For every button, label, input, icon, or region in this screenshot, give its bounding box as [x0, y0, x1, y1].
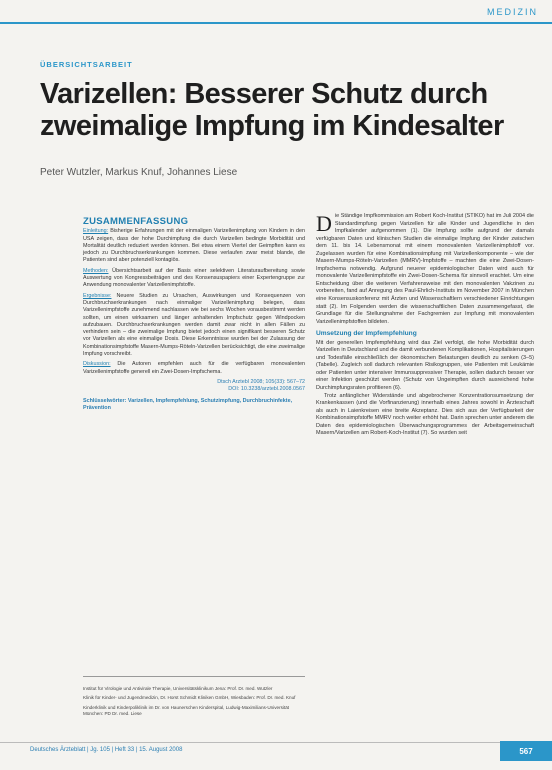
summary-results	[83, 293, 305, 359]
drop-cap: D	[316, 211, 332, 236]
summary-label: Ergebnisse:	[83, 292, 112, 299]
article-type-label: ÜBERSICHTSARBEIT	[40, 60, 133, 69]
summary-label: Einleitung:	[83, 228, 109, 235]
journal-footer: Deutsches Ärzteblatt | Jg. 105 | Heft 33 | 15. August 2008	[30, 747, 183, 753]
header-rule	[0, 22, 552, 24]
body-column	[316, 213, 534, 438]
intro-paragraph	[316, 213, 534, 326]
body-paragraph: Mit der generellen Impfempfehlung wird das Ziel verfolgt, die hohe Morbidität durch Varizellen in Deutschland und die damit verbundenen Komplikationen, Hospitalisierungen und Todesfälle einschließlich der ökonomischen Belastungen deutlich zu senken (3–5) (Tabelle). Zugleich soll dadurch relevanten Risikogruppen, wie Patienten mit Leukämie oder Patienten unter intensiver Immunsuppressiver Therapie, sollen dadurch besser vor einer Infektion geschützt werden (Schutz von Ungeimpften durch ausreichend hohe Durchimpfungsraten profitieren (6).	[316, 339, 534, 392]
summary-text: Die Autoren empfehlen auch für die verfügbaren monovalenten Varizellenimpfstoffe generell ein Zwei-Dosen-Impfschema.	[83, 361, 305, 375]
affiliation-item: Klinik für Kinder- und Jugendmedizin, Dr. Horst Schmidt Kliniken GmbH, Wiesbaden: Prof. Dr. med. Knuf	[83, 695, 296, 701]
author-list: Peter Wutzler, Markus Knuf, Johannes Liese	[40, 167, 238, 178]
summary-text: Übersichtsarbeit auf der Basis einer selektiven Literaturaufbereitung sowie Auswertung von Kongressbeiträgen und des Konsensuspapiers einer Expertengruppe zur Anwendung monovalenter Varizellenimpfstoffe.	[83, 267, 305, 289]
summary-methods	[83, 268, 305, 290]
affiliation-item: Institut für Virologie und Antivirale Therapie, Universitätsklinikum Jena: Prof. Dr. med. Wutzler	[83, 686, 273, 691]
section-label: MEDIZIN	[487, 7, 538, 17]
affiliation-divider	[83, 676, 305, 677]
keywords: Schlüsselwörter: Varizellen, Impfempfehlung, Schutzimpfung, Durchbruchinfekte, Prävention	[83, 397, 293, 411]
summary-label: Diskussion:	[83, 361, 111, 368]
section-tag	[0, 0, 552, 24]
summary-box	[83, 218, 305, 412]
affiliation-item: Kinderklinik und Kinderpoliklinik im Dr. von Haunerschen Kinderspital, Ludwig-Maximilians-Universität München: PD Dr. med. Liese	[83, 704, 290, 717]
summary-discussion	[83, 361, 305, 376]
section-heading: Umsetzung der Impfempfehlung	[316, 330, 417, 338]
article-title: Varizellen: Besserer Schutz durch zweimalige Impfung im Kindesalter	[40, 78, 504, 142]
affiliations	[83, 686, 308, 721]
summary-label: Methoden:	[83, 267, 109, 274]
page-number: 567	[500, 741, 552, 761]
summary-text: Neuere Studien zu Ursachen, Auswirkungen und Konsequenzen von Durchbruchserkrankungen nach einmaliger Varizellenimpfung belegen, dass Varizellenimpfstoffe zunehmend nachlassen wie bei sechs Wochen vorausbestimmt werden sollten, um einen wirksamen und länger anhaltenden Impfschutz gegen Windpocken aufzubauen. Durchbruchserkrankungen werden damit zwar nicht in allen Fällen zu verhindern sein – die zweimalige Impfung bietet jedoch einen signifikant besseren Schutz vor Varizellen als eine einmalige Dosis. Diese Erkenntnisse wurden bei der Zulassung der Kombinationsimpfstoffe Masern-Mumps-Röteln-Varizellen berücksichtigt, die eine zweimalige Impfung vorschreibt.	[83, 292, 305, 358]
intro-text: ie Ständige Impfkommission am Robert Koch-Institut (STIKO) hat im Juli 2004 die Standardimpfung gegen Varizellen für alle Kinder und Jugendliche in den Impfkalender aufgenommen (1). Die Impfung sollte aufgrund der damals verfügbaren Daten und klinischen Studien die einmalige Impfung der Kinder zwischen dem 11. bis 14. Lebensmonat mit einem monovalenten Varizellenimpfstoff vor. Zugelassen wurden für eine Kombinationsimpfung mit Varizellenkomponente – wie der Masern-Mumps-Röteln-Varizellen (MMRV)-Impfstoffe – machten die eine Zwei-Dosen-Impfschema notwendig. Aufgrund neuerer epidemiologischer Daten wird auch für monovalente Varizellenimpfstoffe ein Zwei-Dosen-Schema für sinnvoll erachtet. Um eine Entscheidung über die weiteren Verfahrensweise mit den monovalenten Vakzinen zu vorbereiten, fand auf Anregung des Paul-Ehrlich-Instituts im November 2007 in München eine Konsensuskonferenz mit Ärzten und Wissenschaftlern verschiedener Einrichtungen statt (2). Im Folgenden werden die wissenschaftlichen Daten zusammengefasst, die Grundlage für die Stellungnahme der Fachgremien zur Impfung mit monovalenten Varizellenimpfstoffen bildeten.	[316, 213, 534, 325]
citation: Dtsch Arztebl 2008; 105(33): 567–72 DOI: 10.3238/arztebl.2008.0567	[217, 378, 305, 393]
body-paragraph: Trotz anfänglicher Widerstände und abgebrochener Konzentrationsumsetzung der Krankenkassen (und die Vorfinanzierung) innerhalb eines Jahres sowohl in Ärzteschaft als auch in Laienkreisen eine breite Akzeptanz. Dies sich aus der Verfügbarkeit der Kombinationsimpfstoffe MMRV noch weiter erhöht hat. Darin sprechen unter anderem die Daten des epidemiologischen Überwachungsprogrammes der Arbeitsgemeinschaft Masern/Varizellen am Robert-Koch-Institut (7). So wurden seit	[316, 392, 534, 437]
summary-heading: ZUSAMMENFASSUNG	[83, 216, 189, 227]
summary-text: Bisherige Erfahrungen mit der einmaligen Varizellenimpfung von Kindern in den USA zeigen, dass der hohe Durchimpfung die durch Varizellen bedingte Morbidität und Mortalität deutlich reduziert werden können. Bei etwa einem Viertel der Geimpften kann es jedoch zu Durchbruchserkrankungen kommen. Diese verlaufen zwar meist blande, die Patienten sind aber potenziell kontagiös.	[83, 228, 305, 264]
footer-rule	[0, 742, 552, 743]
summary-introduction	[83, 228, 305, 264]
